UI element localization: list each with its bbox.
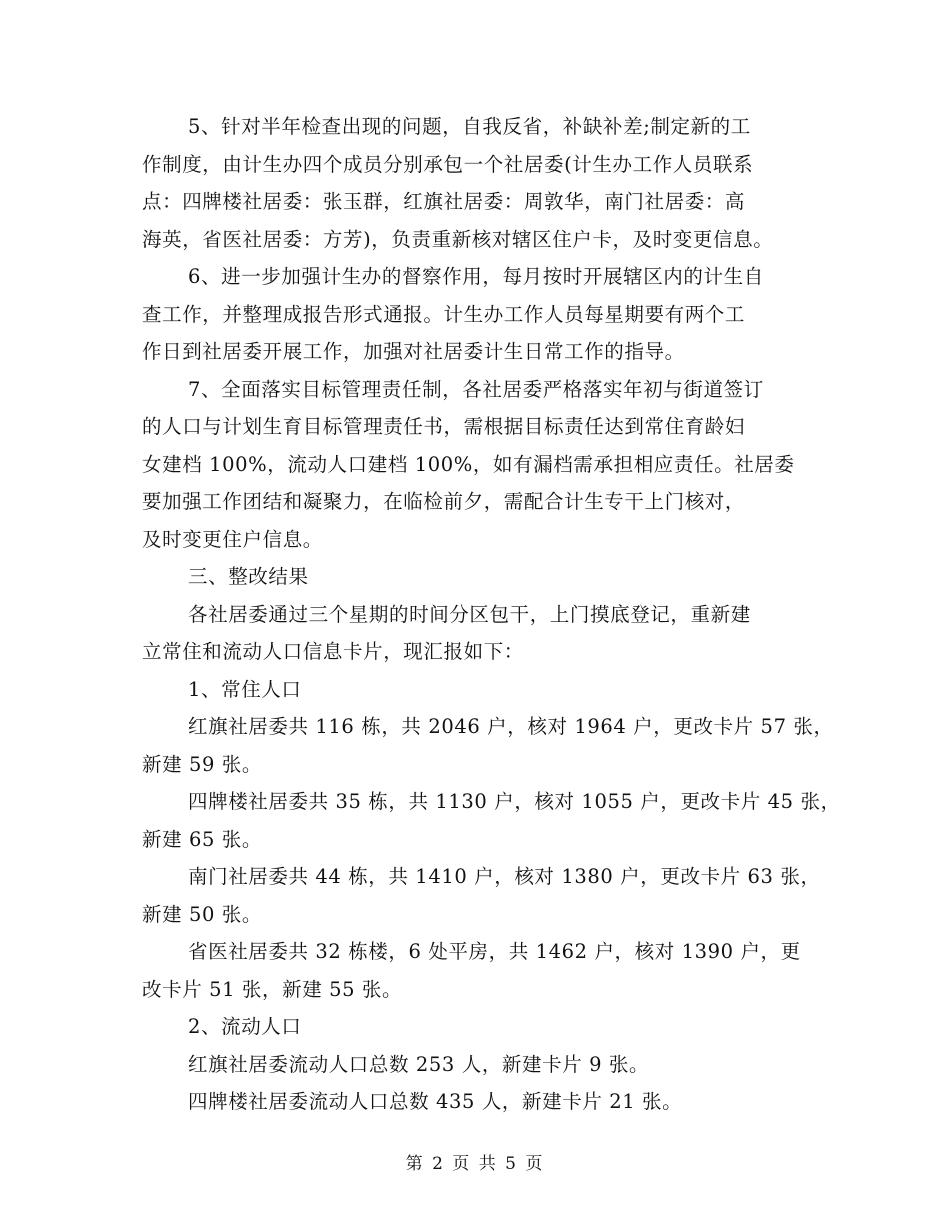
text-line: 的人口与计划生育目标管理责任书，需根据目标责任达到常住育龄妇 <box>142 415 746 438</box>
text-line: 作日到社居委开展工作，加强对社居委计生日常工作的指导。 <box>142 340 685 363</box>
text-line: 省医社居委共 32 栋楼，6 处平房，共 1462 户，核对 1390 户，更 <box>188 940 801 963</box>
text-line: 6、进一步加强计生办的督察作用，每月按时开展辖区内的计生自 <box>188 265 764 288</box>
text-line: 新建 50 张。 <box>142 902 263 926</box>
text-line: 立常住和流动人口信息卡片，现汇报如下： <box>142 640 524 663</box>
text-line: 查工作，并整理成报告形式通报。计生办工作人员每星期要有两个工 <box>142 302 746 326</box>
text-line: 改卡片 51 张，新建 55 张。 <box>142 977 403 1001</box>
text-line: 新建 59 张。 <box>142 752 263 776</box>
text-line: 7、全面落实目标管理责任制，各社居委严格落实年初与街道签订 <box>188 377 764 401</box>
text-line: 2、流动人口 <box>188 1015 302 1038</box>
text-line: 南门社居委共 44 栋，共 1410 户，核对 1380 户，更改卡片 63 张， <box>188 865 821 888</box>
text-line: 新建 65 张。 <box>142 827 263 851</box>
text-line: 海英，省医社居委：方芳)，负责重新核对辖区住户卡，及时变更信息。 <box>142 227 774 251</box>
text-line: 点：四牌楼社居委：张玉群，红旗社居委：周敦华，南门社居委：高 <box>142 190 746 213</box>
text-line: 5、针对半年检查出现的问题，自我反省，补缺补差;制定新的工 <box>188 115 751 138</box>
text-line: 四牌楼社居委共 35 栋，共 1130 户，核对 1055 户，更改卡片 45 张， <box>188 790 841 813</box>
text-line: 各社居委通过三个星期的时间分区包干，上门摸底登记，重新建 <box>188 602 751 626</box>
text-line: 三、整改结果 <box>188 565 309 588</box>
document-body <box>142 108 841 1121</box>
text-line: 女建档 100%，流动人口建档 100%，如有漏档需承担相应责任。社居委 <box>142 452 795 476</box>
text-line: 四牌楼社居委流动人口总数 435 人，新建卡片 21 张。 <box>188 1090 683 1113</box>
text-line: 及时变更住户信息。 <box>142 527 323 551</box>
text-line: 红旗社居委共 116 栋，共 2046 户，核对 1964 户，更改卡片 57 张， <box>188 715 834 738</box>
text-line: 红旗社居委流动人口总数 253 人，新建卡片 9 张。 <box>188 1052 650 1076</box>
text-line: 1、常住人口 <box>188 677 302 701</box>
page-footer: 第 2 页 共 5 页 <box>405 1154 545 1174</box>
text-line: 要加强工作团结和凝聚力，在临检前夕，需配合计生专干上门核对， <box>142 490 746 513</box>
text-line: 作制度，由计生办四个成员分别承包一个社居委(计生办工作人员联系 <box>142 152 754 176</box>
